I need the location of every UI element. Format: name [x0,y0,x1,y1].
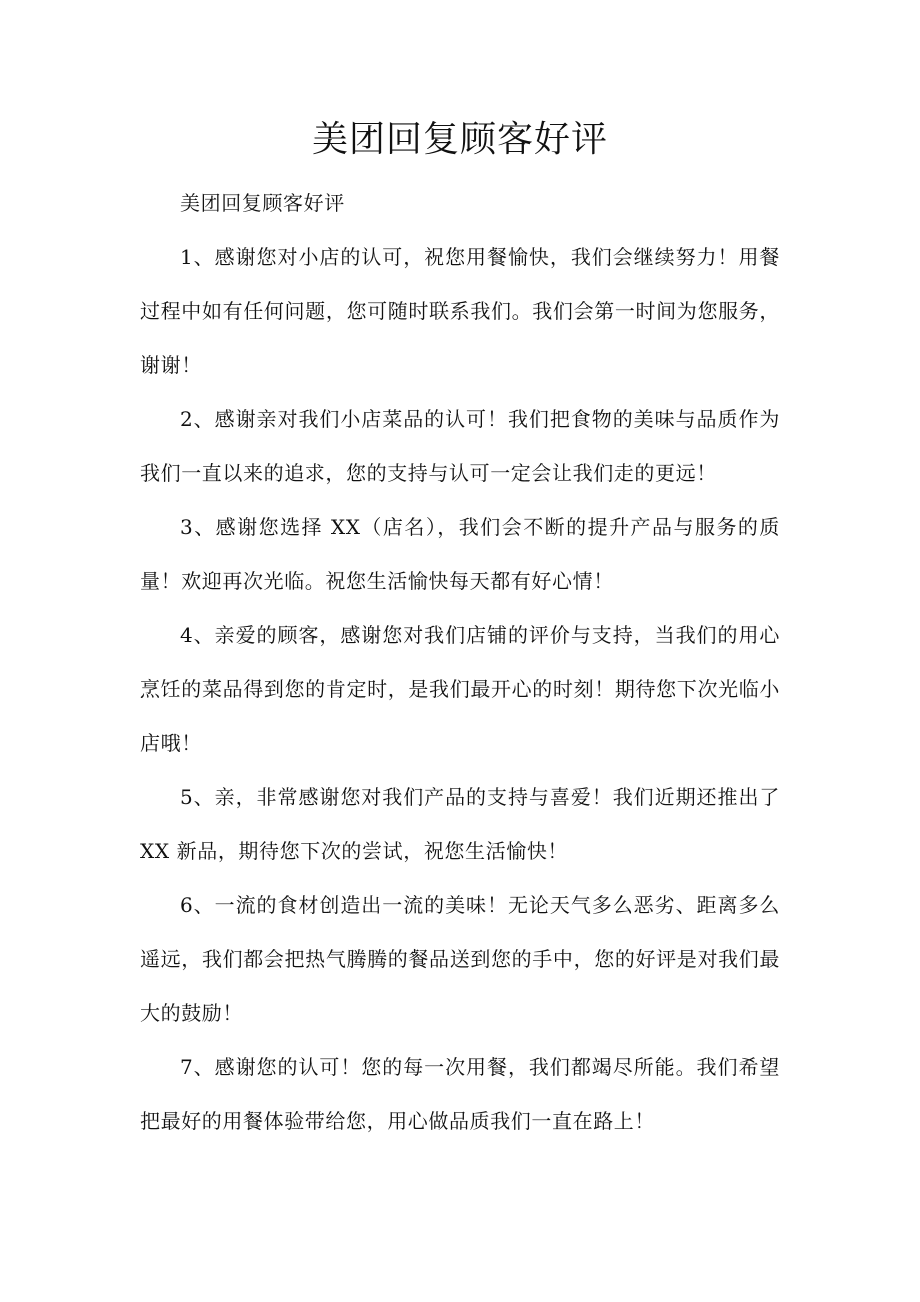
document-body [140,176,780,1148]
document-title: 美团回复顾客好评 [311,119,608,160]
paragraph-4: 4、亲爱的顾客，感谢您对我们店铺的评价与支持，当我们的用心烹饪的菜品得到您的肯定时，是我们最开心的时刻！期待您下次光临小店哦！ [140,623,780,755]
paragraph-2: 2、感谢亲对我们小店菜品的认可！我们把食物的美味与品质作为我们一直以来的追求，您的支持与认可一定会让我们走的更远！ [140,407,780,485]
paragraph-3: 3、感谢您选择 XX（店名），我们会不断的提升产品与服务的质量！欢迎再次光临。祝您生活愉快每天都有好心情！ [140,515,780,593]
paragraph-5: 5、亲，非常感谢您对我们产品的支持与喜爱！我们近期还推出了 XX 新品，期待您下次的尝试，祝您生活愉快！ [140,785,780,863]
paragraph-6: 6、一流的食材创造出一流的美味！无论天气多么恶劣、距离多么遥远，我们都会把热气腾腾的餐品送到您的手中，您的好评是对我们最大的鼓励！ [140,893,780,1025]
paragraph-7: 7、感谢您的认可！您的每一次用餐，我们都竭尽所能。我们希望把最好的用餐体验带给您，用心做品质我们一直在路上！ [140,1055,780,1133]
document-subtitle: 美团回复顾客好评 [180,191,345,215]
paragraph-1: 1、感谢您对小店的认可，祝您用餐愉快，我们会继续努力！用餐过程中如有任何问题，您可随时联系我们。我们会第一时间为您服务，谢谢！ [140,245,780,377]
